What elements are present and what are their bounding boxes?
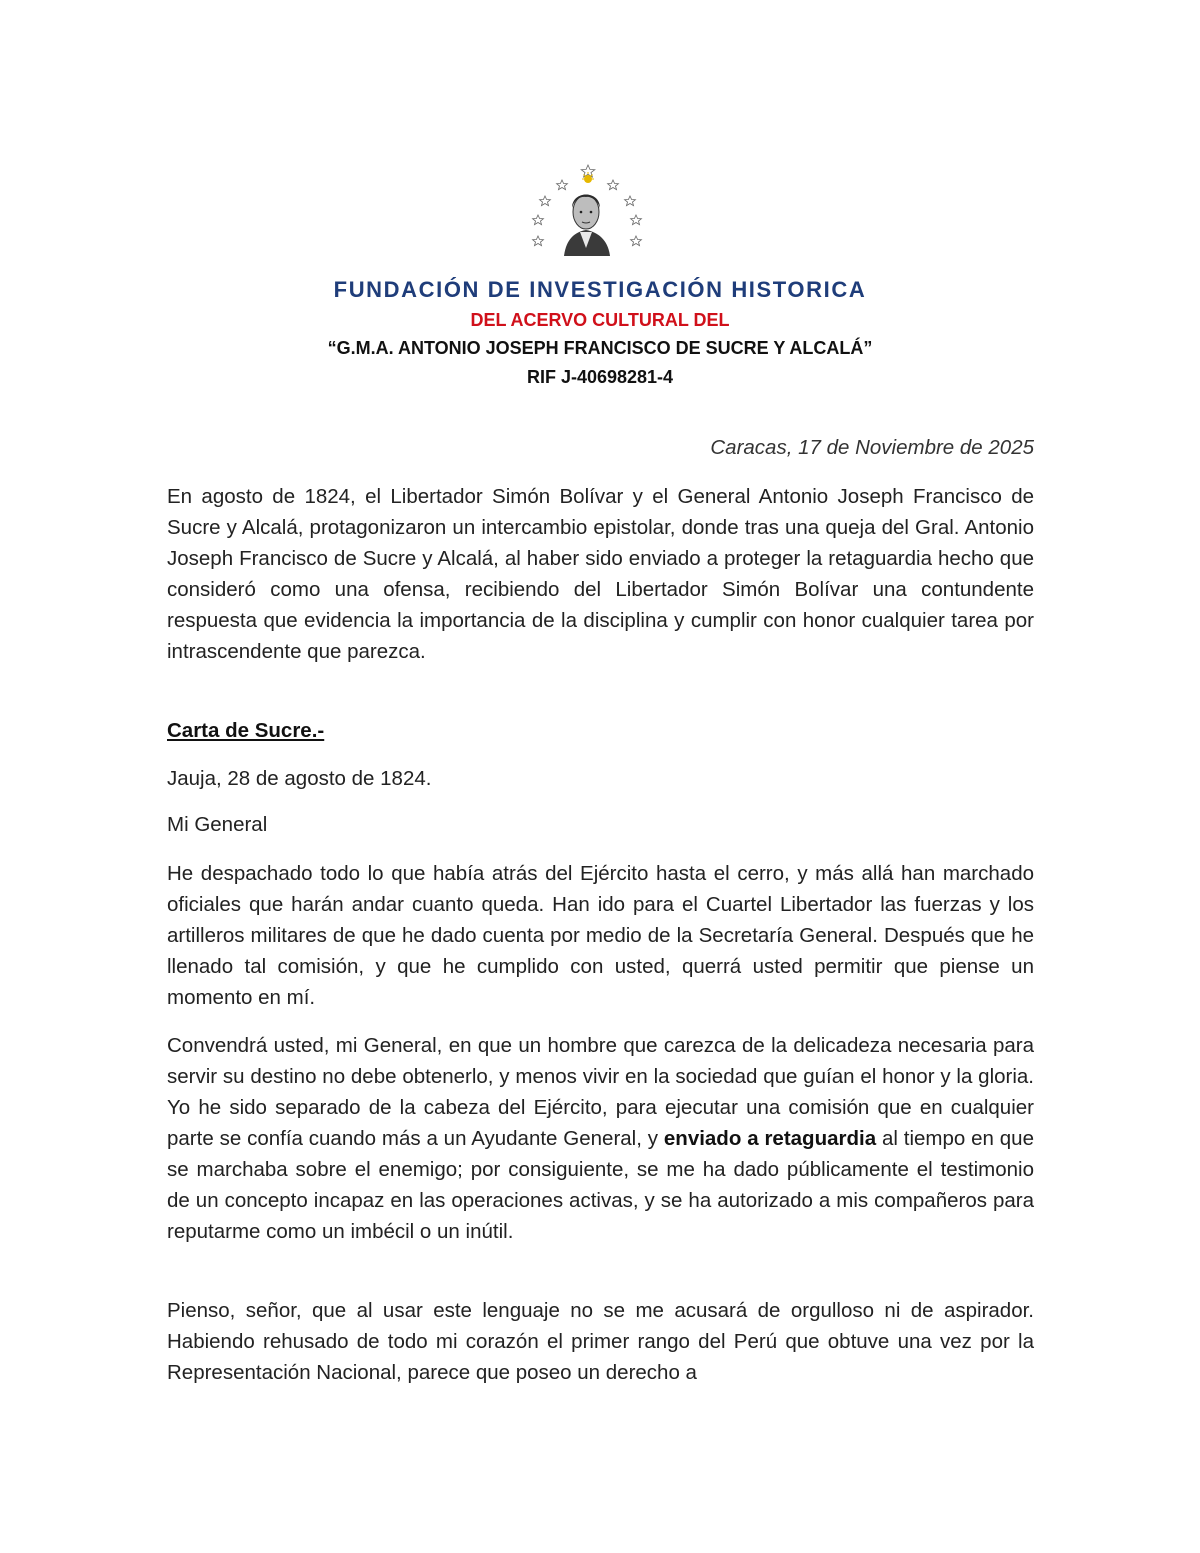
star-icon bbox=[540, 196, 551, 206]
letter-place-date: Jauja, 28 de agosto de 1824. bbox=[167, 767, 432, 790]
foundation-title: FUNDACIÓN DE INVESTIGACIÓN HISTORICA bbox=[333, 277, 867, 302]
foundation-honoree: “G.M.A. ANTONIO JOSEPH FRANCISCO DE SUCRE Y ALCALÁ” bbox=[327, 338, 873, 358]
dateline: Caracas, 17 de Noviembre de 2025 bbox=[710, 436, 1034, 459]
paragraph-text: al tiempo en que se marchaba sobre el enemigo; por consiguiente, se me ha dado públicamente el testimonio de un concepto incapaz en las operaciones activas, y se ha autorizado a mis compañeros para reputarme como un imbécil o un inútil. bbox=[167, 1127, 1034, 1243]
star-icon bbox=[533, 236, 544, 246]
emphasis-text: enviado a retaguardia bbox=[663, 1127, 877, 1150]
letter-paragraph: He despachado todo lo que había atrás del Ejército hasta el cerro, y más allá han marchado oficiales que harán andar cuanto queda. Han ido para el Cuartel Libertador las fuerzas y los artilleros militares de que he dado cuenta por medio de la Secretaría General. Después que he llenado tal comisión, y que he cumplido con usted, querrá usted permitir que piense un momento en mí. bbox=[167, 862, 1034, 1009]
star-icon bbox=[608, 180, 619, 190]
letter-heading: Carta de Sucre.- bbox=[167, 719, 325, 742]
star-icon bbox=[557, 180, 568, 190]
portrait-emblem bbox=[564, 195, 610, 257]
rif-number: RIF J-40698281-4 bbox=[526, 367, 674, 387]
foundation-emblem bbox=[520, 160, 650, 260]
letter-paragraph: Pienso, señor, que al usar este lenguaje no se me acusará de orgulloso ni de aspirador. Habiendo rehusado de todo mi corazón el primer rango del Perú que obtuve una vez por la Representación Nacional, parece que poseo un derecho a bbox=[167, 1299, 1034, 1384]
foundation-subtitle: DEL ACERVO CULTURAL DEL bbox=[470, 310, 730, 330]
star-icon bbox=[625, 196, 636, 206]
letter-paragraph bbox=[167, 1030, 1034, 1247]
star-icon bbox=[533, 215, 544, 225]
letter-salutation: Mi General bbox=[167, 813, 268, 836]
paragraph-text: Convendrá usted, mi General, en que un hombre que carezca de la delicadeza necesaria para servir su destino no debe obtenerlo, y menos vivir en la sociedad que guían el honor y la gloria. Yo he sido separado de la cabeza del Ejército, para ejecutar una comisión que en cualquier parte se confía cuando más a un Ayudante General, y bbox=[167, 1034, 1034, 1150]
star-icon bbox=[631, 215, 642, 225]
star-icon bbox=[631, 236, 642, 246]
sun-icon bbox=[582, 172, 594, 183]
intro-paragraph: En agosto de 1824, el Libertador Simón Bolívar y el General Antonio Joseph Francisco de Sucre y Alcalá, protagonizaron un intercambio epistolar, donde tras una queja del Gral. Antonio Joseph Francisco de Sucre y Alcalá, al haber sido enviado a proteger la retaguardia hecho que consideró como una ofensa, recibiendo del Libertador Simón Bolívar una contundente respuesta que evidencia la importancia de la disciplina y cumplir con honor cualquier tarea por intrascendente que parezca. bbox=[167, 485, 1034, 663]
